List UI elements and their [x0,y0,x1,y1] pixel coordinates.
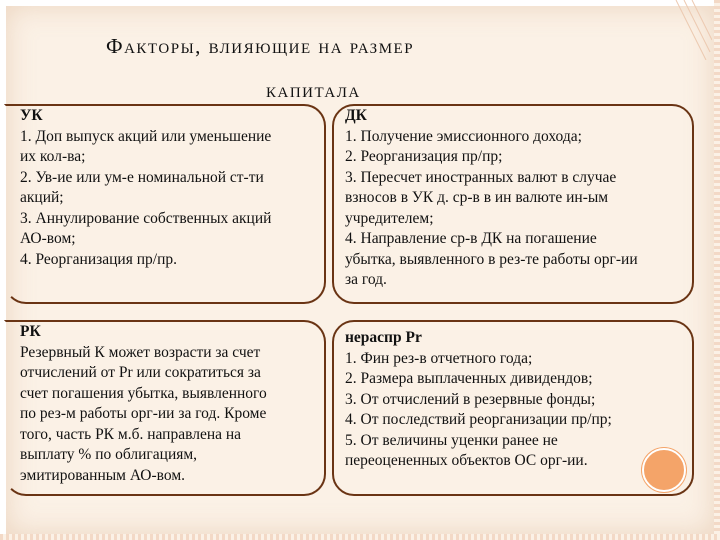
rk-heading: РК [20,323,41,340]
title-line-1: Факторы, влияющие на размер [106,34,415,58]
rk-line: по рез-м работы орг-ии за год. Кроме [20,405,267,422]
title-line-2: капитала [266,78,361,102]
np-line: 1. Фин рез-в отчетного года; [345,349,533,367]
rk-line: того, часть РК м.б. направлена на [20,425,242,443]
uk-line: 1. Доп выпуск акций или уменьшение [20,127,272,145]
uk-line: АО-вом; [20,230,76,247]
uk-line: их кол-ва; [20,148,86,165]
uk-line: 4. Реорганизация пр/пр. [20,250,177,268]
dk-line: учредителем; [345,209,434,227]
rk-line: Резервный К может возрасти за счет [20,343,261,361]
dk-line: убытка, выявленного в рез-те работы орг-ии [345,250,638,268]
uk-heading: УК [20,107,43,124]
dk-line: за год. [345,271,387,288]
dk-line: 4. Направление ср-в ДК на погашение [345,230,597,247]
dk-section [345,106,638,291]
np-line: 4. От последствий реорганизации пр/пр; [345,411,612,428]
np-line: 3. От отчислений в резервные фонды; [345,390,596,408]
np-section [345,328,612,472]
decorative-edge-right [714,0,720,540]
corner-stripes-icon [672,0,712,60]
dk-line: 2. Реорганизация пр/пр; [345,148,503,165]
rk-line: выплату % по облигациям, [20,446,198,463]
rk-line: счет погашения убытка, выявленного [20,384,267,402]
np-line: 5. От величины уценки ранее не [345,431,558,449]
orange-circle-icon [642,448,686,492]
rk-line: эмитированным АО-вом. [20,466,185,484]
uk-section [20,106,271,270]
uk-line: акций; [20,189,64,206]
np-line: переоцененных объектов ОС орг-ии. [345,452,588,469]
rk-line: отчислений от Pr или сократиться за [20,364,261,381]
np-line: 2. Размера выплаченных дивидендов; [345,370,593,387]
np-heading: нераспр Pr [345,329,422,346]
uk-line: 3. Аннулирование собственных акций [20,209,272,227]
dk-line: 3. Пересчет иностранных валют в случае [345,168,617,186]
dk-line: взносов в УК д. ср-в в ин валюте ин-ым [345,189,609,206]
rk-section [20,322,267,486]
decorative-edge-bottom [0,534,720,540]
uk-line: 2. Ув-ие или ум-е номинальной ст-ти [20,168,264,186]
dk-heading: ДК [345,107,367,124]
dk-line: 1. Получение эмиссионного дохода; [345,127,582,145]
